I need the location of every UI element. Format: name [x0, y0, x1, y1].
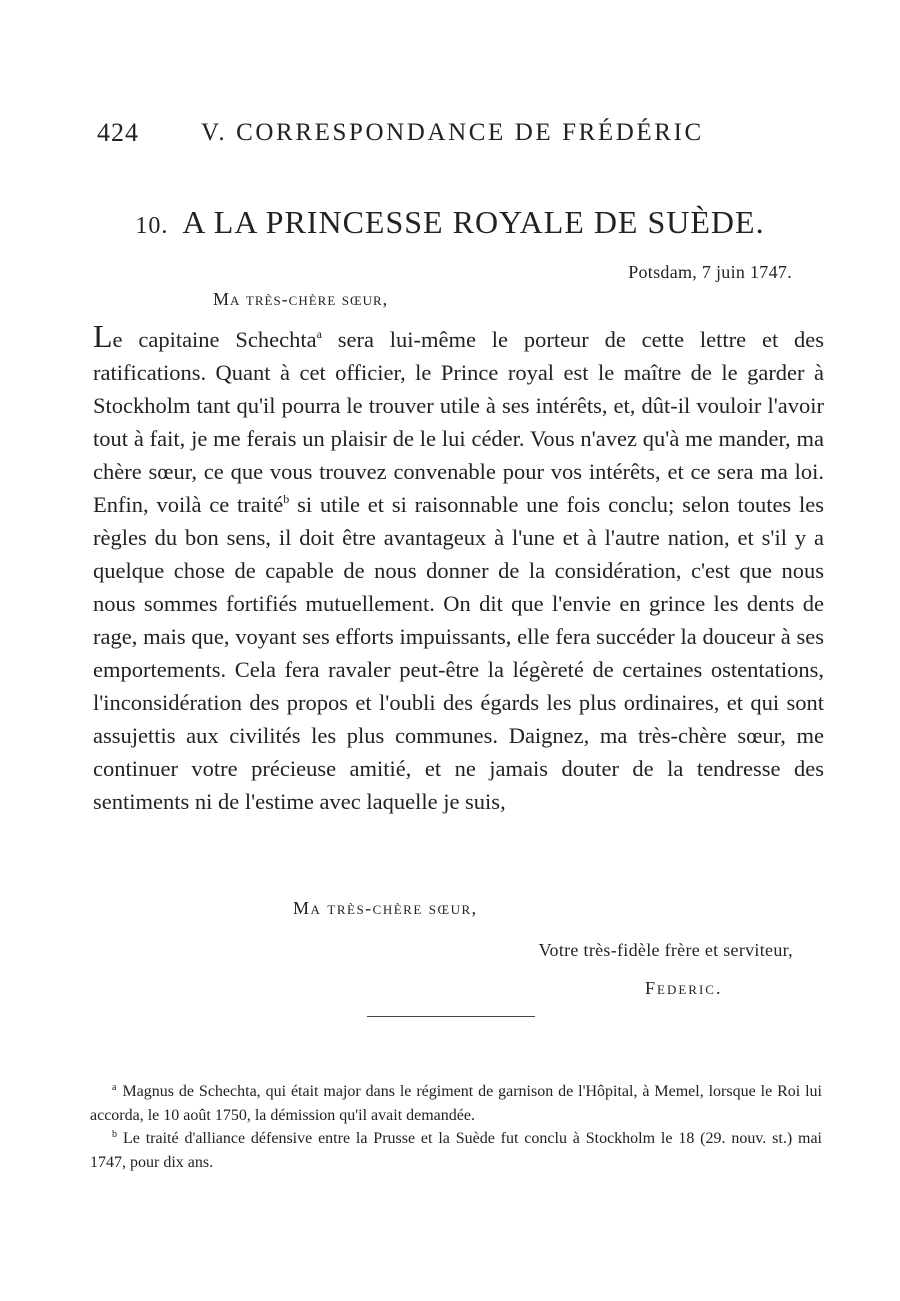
running-head — [97, 118, 737, 152]
running-title: V. CORRESPONDANCE DE FRÉDÉRIC — [201, 119, 704, 146]
footnote-separator — [367, 1016, 535, 1017]
valediction: Votre très-fidèle frère et serviteur, — [538, 940, 793, 960]
body-text-part-1: e capitaine Schechta — [112, 327, 317, 352]
body-text-part-2: sera lui-même le porteur de cette lettre et des ratifications. Quant à cet officier, le Prince royal est le maître de le garder à Stockholm tant qu'il pourra le trouver utile à ses intérêts, et, dût-il vouloir l'avoir tout à fait, je me ferais un plaisir de le lui céder. Vous n'avez qu'à me mander, ma chère sœur, ce que vous trouvez convenable pour vos intérêts, et ce sera ma loi. Enfin, voilà ce traité — [93, 327, 824, 517]
letter-heading — [0, 204, 900, 241]
footnote-marker: a — [112, 1082, 117, 1093]
signature: Federic. — [645, 978, 723, 998]
footnote-ref-b[interactable]: b — [283, 492, 290, 506]
dateline: Potsdam, 7 juin 1747. — [628, 262, 792, 282]
closing-salutation: Ma très-chère sœur, — [293, 898, 478, 918]
body-text-part-3: si utile et si raisonnable une fois conclu; selon toutes les règles du bon sens, il doit être avantageux à l'une et à l'autre nation, et s'il y a quelque chose de capable de nous donner de la considération, c'est que nous nous sommes fortifiés mutuellement. On dit que l'envie en grince les dents de rage, mais que, voyant ses efforts impuissants, elle fera succéder la douceur à ses emportements. Cela fera ravaler peut-être la légèreté de certaines ostentations, l'inconsidération des propos et l'oubli des égards les plus ordinaires, et qui sont assujettis aux civilités les plus communes. Daignez, ma très-chère sœur, me continuer votre précieuse amitié, et ne jamais douter de la tendresse des sentiments ni de l'estime avec laquelle je suis, — [93, 492, 825, 814]
footnote-text: Magnus de Schechta, qui était major dans le régiment de garnison de l'Hôpital, à Memel, lorsque le Roi lui accorda, le 10 août 1750, la démission qu'il avait demandée. — [90, 1083, 822, 1124]
salutation: Ma très-chère sœur, — [213, 289, 389, 309]
letter-body — [93, 318, 825, 818]
letter-number: 10. — [135, 213, 169, 239]
page-number: 424 — [97, 118, 139, 147]
footnote-marker: b — [112, 1129, 117, 1140]
drop-cap: L — [93, 318, 113, 354]
footnote-b — [90, 1127, 822, 1174]
footnote-a — [90, 1080, 822, 1127]
footnote-text: Le traité d'alliance défensive entre la Prusse et la Suède fut conclu à Stockholm le 18 (29. nouv. st.) mai 1747, pour dix ans. — [90, 1130, 822, 1171]
footnote-ref-a[interactable]: a — [316, 327, 322, 341]
letter-title: A LA PRINCESSE ROYALE DE SUÈDE. — [182, 204, 765, 240]
footnotes — [90, 1080, 822, 1174]
